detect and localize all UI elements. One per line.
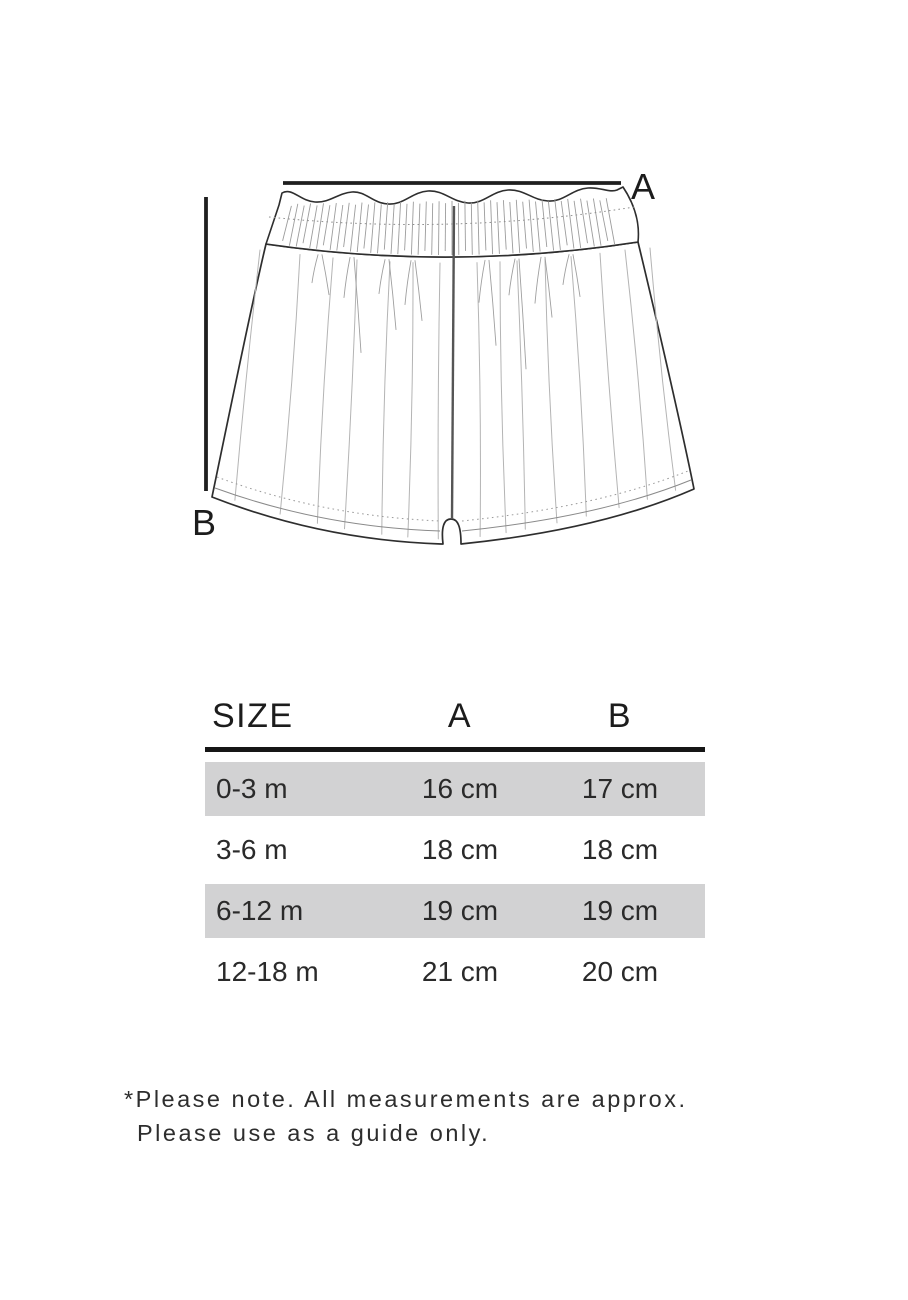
size-cell: 0-3 m <box>216 773 288 804</box>
size-cell: 3-6 m <box>216 834 288 865</box>
b-cell: 20 cm <box>581 956 659 987</box>
table-header-row <box>205 697 705 747</box>
a-cell: 18 cm <box>421 834 499 865</box>
measurement-note <box>124 1082 688 1150</box>
table-row <box>205 945 705 999</box>
table-row <box>205 884 705 938</box>
b-cell: 18 cm <box>581 834 659 865</box>
table-body <box>205 762 705 999</box>
size-cell: 12-18 m <box>216 956 319 987</box>
a-cell: 19 cm <box>421 895 499 926</box>
label-b: B <box>192 502 217 543</box>
a-cell: 21 cm <box>421 956 499 987</box>
header-size: SIZE <box>212 697 294 735</box>
table-row <box>205 823 705 877</box>
b-cell: 17 cm <box>581 773 659 804</box>
label-a: A <box>631 166 656 207</box>
header-rule <box>205 747 705 752</box>
size-table <box>205 697 705 999</box>
header-b: B <box>607 697 633 735</box>
header-a: A <box>447 697 473 735</box>
b-cell: 19 cm <box>581 895 659 926</box>
size-cell: 6-12 m <box>216 895 304 926</box>
table-row <box>205 762 705 816</box>
note-line-2: Please use as a guide only. <box>137 1120 491 1146</box>
a-cell: 16 cm <box>421 773 499 804</box>
note-line-1: *Please note. All measurements are approx. <box>124 1086 688 1112</box>
